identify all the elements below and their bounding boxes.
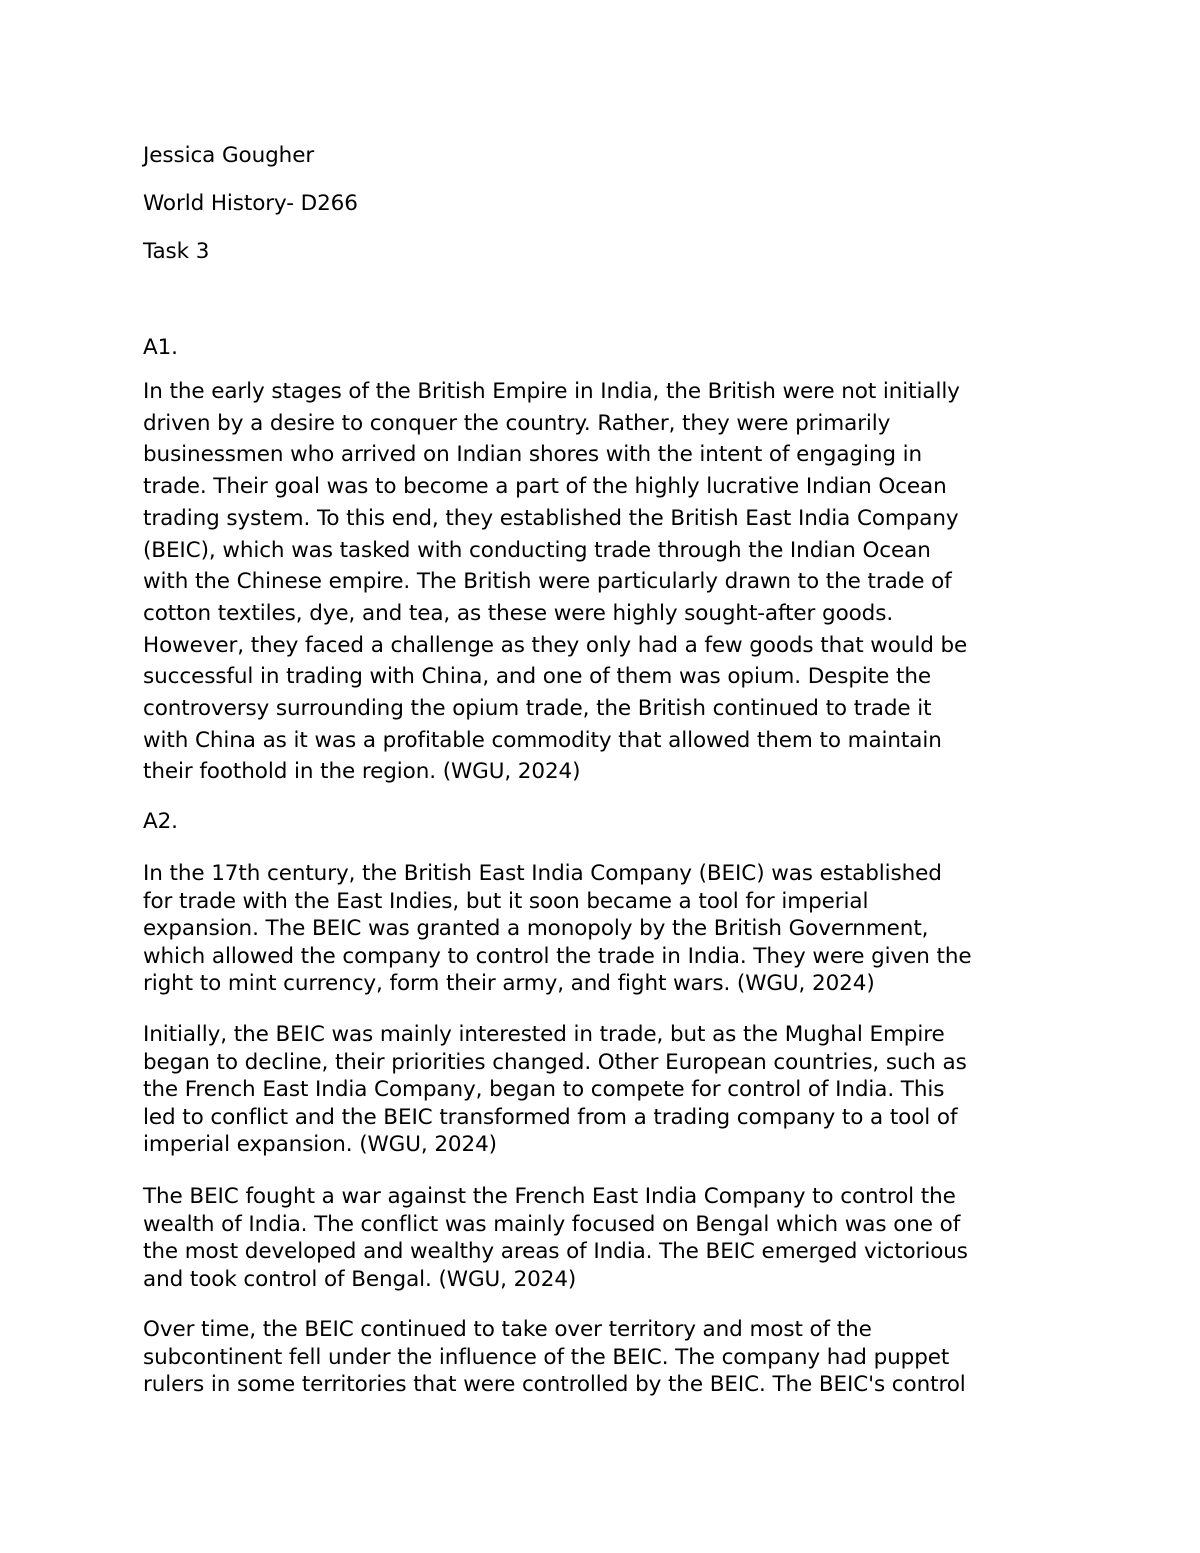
paragraph-line: trade. Their goal was to become a part of the highly lucrative Indian Ocean [143,474,947,500]
paragraph-line: trading system. To this end, they established the British East India Company [143,505,959,531]
paragraph-line: the most developed and wealthy areas of India. The BEIC emerged victorious [143,1239,968,1264]
author-name: Jessica Gougher [143,143,315,168]
paragraph-line: In the early stages of the British Empire in India, the British were not initially [143,379,960,404]
paragraph-line: In the 17th century, the British East India Company (BEIC) was established [143,861,942,886]
paragraph-line: with the Chinese empire. The British were particularly drawn to the trade of [143,569,952,595]
section-a2-paragraph-2 [143,1021,1073,1159]
course-title: World History- D266 [143,191,358,216]
paragraph-line: expansion. The BEIC was granted a monopoly by the British Government, [143,916,929,941]
section-a2-paragraph-3 [143,1183,1073,1293]
paragraph-line: their foothold in the region. (WGU, 2024) [143,759,581,785]
paragraph-line: which allowed the company to control the trade in India. They were given the [143,943,972,969]
section-a2-paragraph-4 [143,1316,1073,1399]
paragraph-line: began to decline, their priorities changed. Other European countries, such as [143,1049,967,1075]
paragraph-line: with China as it was a profitable commodity that allowed them to maintain [143,727,942,753]
paragraph-line: for trade with the East Indies, but it soon became a tool for imperial [143,888,869,914]
paragraph-line: the French East India Company, began to compete for control of India. This [143,1077,945,1102]
paragraph-line: rulers in some territories that were controlled by the BEIC. The BEIC's control [143,1372,966,1397]
paragraph-line: successful in trading with China, and one of them was opium. Despite the [143,664,931,690]
paragraph-line: controversy surrounding the opium trade, the British continued to trade it [143,696,932,722]
paragraph-line: The BEIC fought a war against the French East India Company to control the [143,1184,956,1209]
paragraph-line: Over time, the BEIC continued to take over territory and most of the [143,1317,872,1342]
paragraph-line: led to conflict and the BEIC transformed from a trading company to a tool of [143,1104,958,1130]
paragraph-line: right to mint currency, form their army, and fight wars. (WGU, 2024) [143,971,875,996]
section-a2-paragraph-1 [143,860,1073,998]
paragraph-line: imperial expansion. (WGU, 2024) [143,1132,497,1157]
paragraph-line: cotton textiles, dye, and tea, as these were highly sought-after goods. [143,600,894,626]
paragraph-line: Initially, the BEIC was mainly interested in trade, but as the Mughal Empire [143,1022,945,1047]
section-a2-heading: A2. [143,809,178,834]
paragraph-line: subcontinent fell under the influence of the BEIC. The company had puppet [143,1344,950,1370]
paragraph-line: and took control of Bengal. (WGU, 2024) [143,1266,577,1292]
paragraph-line: businessmen who arrived on Indian shores with the intent of engaging in [143,442,923,468]
paragraph-line: However, they faced a challenge as they only had a few goods that would be [143,632,968,658]
paragraph-line: driven by a desire to conquer the country. Rather, they were primarily [143,410,891,436]
paragraph-line: (BEIC), which was tasked with conducting trade through the Indian Ocean [143,537,931,563]
paragraph-line: wealth of India. The conflict was mainly focused on Bengal which was one of [143,1211,961,1237]
section-a1-heading: A1. [143,335,178,360]
task-label: Task 3 [143,239,210,264]
section-a1-paragraph [143,376,1073,788]
